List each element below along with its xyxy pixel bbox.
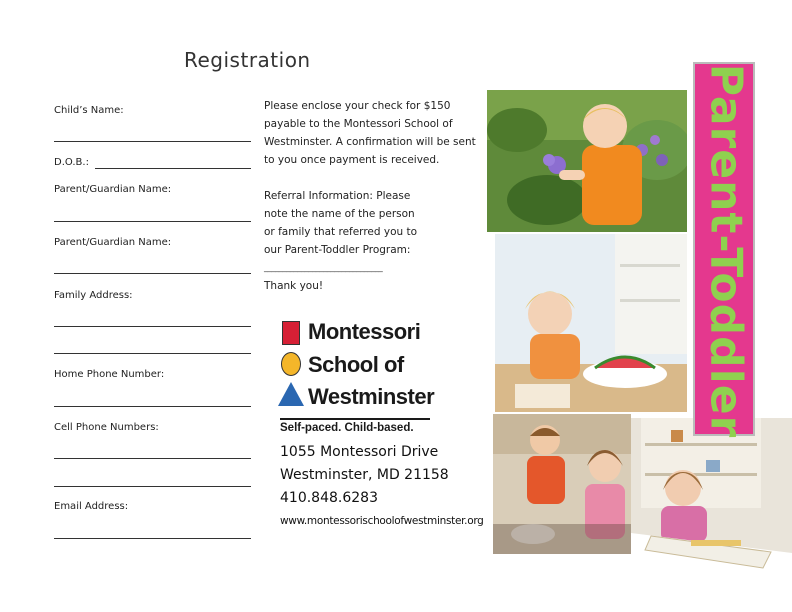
child-name-field[interactable] xyxy=(54,141,251,142)
city-address: Westminster, MD 21158 xyxy=(280,467,449,483)
referral-line: our Parent-Toddler Program: xyxy=(264,244,411,256)
street-address: 1055 Montessori Drive xyxy=(280,444,439,460)
blue-triangle-icon xyxy=(278,382,304,406)
dob-field[interactable] xyxy=(95,168,251,169)
school-logo xyxy=(274,318,435,436)
children-eating-image xyxy=(493,414,631,554)
referral-line: or family that referred you to xyxy=(264,226,418,238)
red-square-icon xyxy=(282,321,300,345)
thank-you-text: Thank you! xyxy=(264,280,324,292)
photo-two-children xyxy=(493,414,631,554)
home-phone-field[interactable] xyxy=(54,406,251,407)
photo-girl-with-watermelon xyxy=(495,234,687,412)
referral-line: Referral Information: Please xyxy=(264,190,411,202)
parent2-field[interactable] xyxy=(54,273,251,274)
parent1-label: Parent/Guardian Name: xyxy=(54,184,172,195)
logo-line3: Westminster xyxy=(308,384,435,409)
website-link[interactable]: www.montessorischoolofwestminster.org xyxy=(280,515,484,527)
dob-label: D.O.B.: xyxy=(54,157,89,168)
logo-line2: School of xyxy=(308,352,404,377)
email-field[interactable] xyxy=(54,538,251,539)
email-label: Email Address: xyxy=(54,501,129,512)
girl-working-image xyxy=(631,418,792,584)
payment-line: Please enclose your check for $150 xyxy=(264,100,451,112)
classroom-snack-image xyxy=(495,234,687,412)
cell-phone-field-line2[interactable] xyxy=(54,486,251,487)
payment-line: payable to the Montessori School of xyxy=(264,118,453,130)
logo-tagline: Self-paced. Child-based. xyxy=(280,418,430,434)
home-phone-label: Home Phone Number: xyxy=(54,369,165,380)
cell-phone-label: Cell Phone Numbers: xyxy=(54,422,159,433)
parent2-label: Parent/Guardian Name: xyxy=(54,237,172,248)
garden-scene-image xyxy=(487,90,687,232)
address-field-line1[interactable] xyxy=(54,326,251,327)
address-field-line2[interactable] xyxy=(54,353,251,354)
child-name-label: Child’s Name: xyxy=(54,105,124,116)
yellow-circle-icon xyxy=(281,352,301,376)
program-banner-text: Parent-Toddler xyxy=(700,63,752,439)
referral-info xyxy=(264,187,499,295)
payment-info xyxy=(264,97,499,169)
page-title: Registration xyxy=(184,48,311,72)
photo-girl-at-table xyxy=(631,418,792,584)
photo-boy-with-flower xyxy=(487,90,687,232)
address-label: Family Address: xyxy=(54,290,133,301)
payment-line: to you once payment is received. xyxy=(264,154,440,166)
parent1-field[interactable] xyxy=(54,221,251,222)
cell-phone-field-line1[interactable] xyxy=(54,458,251,459)
phone-number: 410.848.6283 xyxy=(280,490,378,506)
program-banner xyxy=(693,62,755,439)
referral-line: note the name of the person xyxy=(264,208,415,220)
payment-line: Westminster. A confirmation will be sent xyxy=(264,136,476,148)
logo-line1: Montessori xyxy=(308,319,421,344)
referral-blank[interactable]: ________________________________ xyxy=(264,263,383,272)
